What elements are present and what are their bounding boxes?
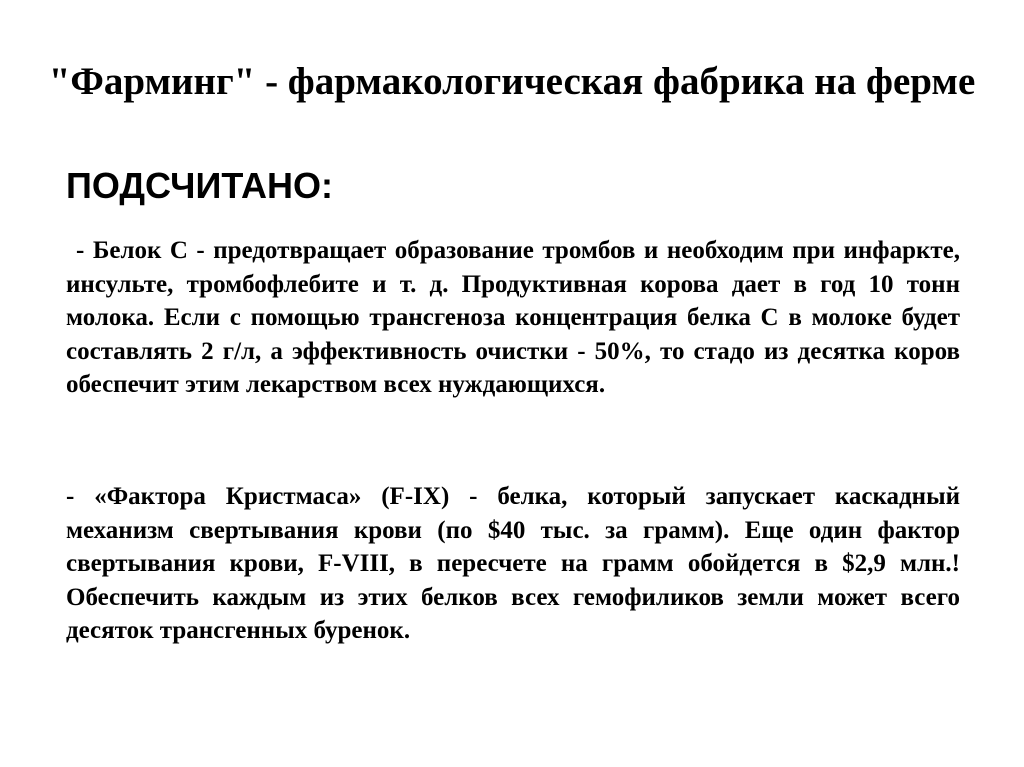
paragraph-protein-c: - Белок С - предотвращает образование тромбов и необходим при инфаркте, инсульте, тромбофлебите и т. д. Продуктивная корова дает в год 10 тонн молока. Если с помощью трансгеноза концентрация белка С в молоке будет составлять 2 г/л, а эффективность очистки - 50%, то стадо из десятка коров обеспечит этим лекарством всех нуждающихся.	[66, 237, 960, 399]
slide-title: "Фарминг" - фармакологическая фабрика на ферме	[48, 60, 976, 103]
paragraph-christmas-factor: - «Фактора Кристмаса» (F-IX) - белка, который запускает каскадный механизм свертывания крови (по $40 тыс. за грамм). Еще один фактор свертывания крови, F-VIII, в пересчете на грамм обойдется в $2,9 млн.! Обеспечить каждым из этих белков всех гемофиликов земли может всего десяток трансгенных буренок.	[66, 483, 960, 645]
section-subheading: ПОДСЧИТАНО:	[66, 165, 334, 206]
